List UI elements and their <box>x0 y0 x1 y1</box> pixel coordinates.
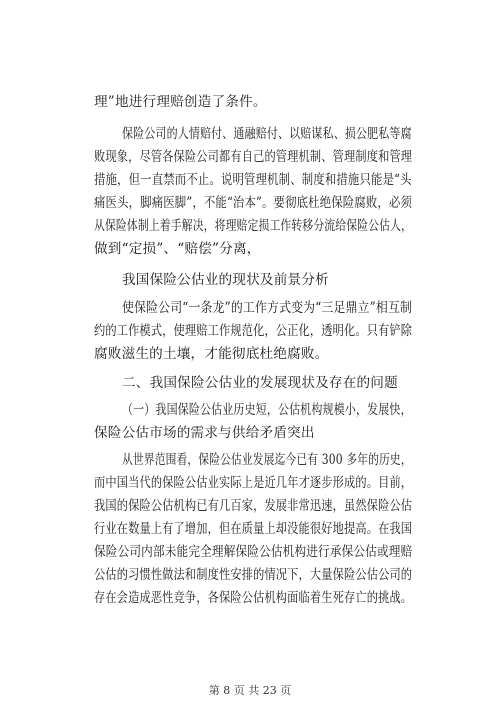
text-line: 行业在数量上有了增加，但在质量上却没能很好地提高。在我国 <box>94 521 413 537</box>
page-number-footer: 第 8 页 共 23 页 <box>208 684 292 697</box>
text-line: 使保险公司“一条龙”的工作方式变为“三足鼎立”相互制 <box>122 300 413 316</box>
text-line: 理”地进行理赔创造了条件。 <box>94 94 267 110</box>
text-line: 从保险体制上着手解决，将理赔定损工作转移分流给保险公估人， <box>94 218 413 234</box>
text-line: 我国的保险公估机构已有几百家，发展非常迅速，虽然保险公估 <box>94 498 413 514</box>
section-heading: 二、我国保险公估业的发展现状及存在的问题 <box>122 375 398 391</box>
text-line: 保险公司的人情赔付、通融赔付、以赔谋私、损公肥私等腐 <box>122 126 412 142</box>
text-line: 存在会造成恶性竞争，各保险公估机构面临着生死存亡的挑战。 <box>94 590 413 606</box>
text-line: 约的工作模式，使理赔工作规范化，公正化，透明化。只有铲除 <box>94 323 413 339</box>
text-line: 腐败滋生的土壤，才能彻底杜绝腐败。 <box>94 346 329 362</box>
text-line: 措施，但一直禁而不止。说明管理机制、制度和措施只能是“头 <box>94 172 412 188</box>
text-line: 痛医头，脚痛医脚”，不能“治本”。要彻底杜绝保险腐败，必须 <box>94 195 413 211</box>
text-line: 而中国当代的保险公估业实际上是近几年才逐步形成的。目前， <box>94 475 413 491</box>
text-line: 败现象，尽管各保险公司都有自己的管理机制、管理制度和管理 <box>94 149 413 165</box>
section-title: 我国保险公估业的现状及前景分析 <box>122 272 329 288</box>
text-line: 公估的习惯性做法和制度性安排的情况下，大量保险公估公司的 <box>94 567 413 583</box>
text-line: 从世界范围看，保险公估业发展迄今已有 300 多年的历史， <box>122 452 412 468</box>
sub-heading: （一）我国保险公估业历史短，公估机构规模小，发展快， <box>122 402 412 418</box>
text-line: 保险公司内部未能完全理解保险公估机构进行承保公估或理赔 <box>94 544 413 560</box>
text-line: 做到“定损”、“赔偿”分离， <box>94 241 261 257</box>
sub-heading: 保险公估市场的需求与供给矛盾突出 <box>94 425 315 441</box>
